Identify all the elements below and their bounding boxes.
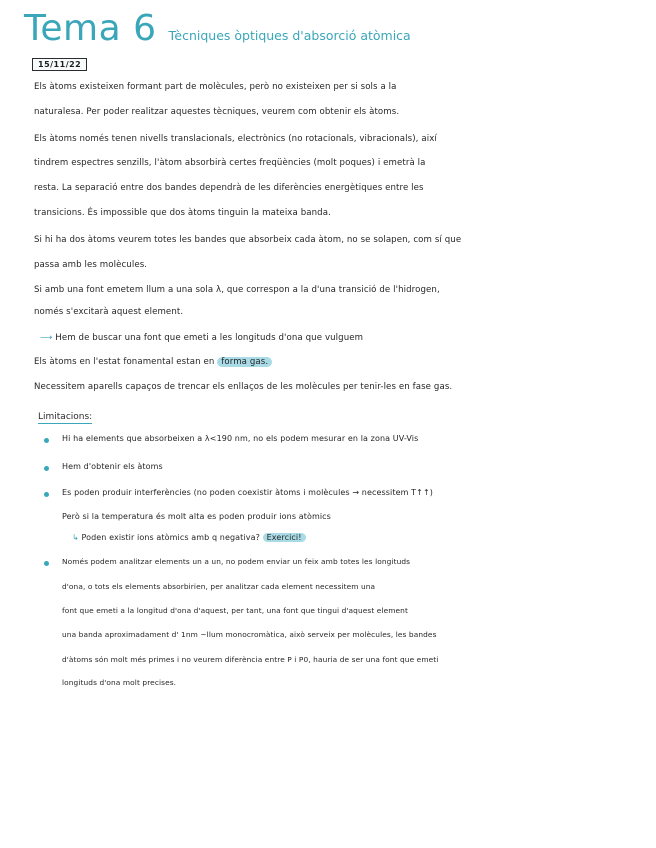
text-line: naturalesa. Per poder realitzar aquestes tècniques, veurem com obtenir els àtoms.: [34, 107, 400, 117]
limitations-heading: Limitacions:: [38, 412, 93, 422]
date-badge: 15/11/22: [32, 58, 87, 71]
bullet-dot-icon: [44, 466, 49, 471]
page-subtitle: Tècniques òptiques d'absorció atòmica: [168, 28, 411, 43]
arrow-note: [40, 333, 630, 343]
limitation-item: Hi ha elements que absorbeixen a λ<190 nm, no els podem mesurar en la zona UV-Vis: [62, 434, 419, 443]
text-line: resta. La separació entre dos bandes dependrà de les diferències energètiques entre les: [34, 183, 424, 193]
text-line: Els àtoms existeixen formant part de molècules, però no existeixen per si sols a la: [34, 82, 397, 92]
highlight-exercici: Exercici!: [263, 533, 306, 542]
limitation-item-line: una banda aproximadament d' 1nm ~llum monocromàtica, això serveix per molècules, les bandes: [62, 630, 437, 639]
text-line: Si hi ha dos àtoms veurem totes les bandes que absorbeix cada àtom, no se solapen, com sí que: [34, 235, 462, 245]
highlight-forma-gas: forma gas.: [217, 357, 272, 367]
limitation-item: Es poden produir interferències (no poden coexistir àtoms i molècules → necessitem T↑↑): [62, 488, 433, 497]
hook-arrow-icon: ↳: [72, 533, 79, 542]
limitation-item: Hem d'obtenir els àtoms: [62, 462, 163, 471]
arrow-right-icon: ⟶: [40, 333, 53, 343]
page-title: Tema 6: [24, 8, 157, 49]
limitation-item-line: longituds d'ona molt precises.: [62, 678, 177, 687]
text-line: tindrem espectres senzills, l'àtom absorbirà certes freqüències (molt poques) i emetrà la: [34, 158, 426, 168]
bullet-dot-icon: [44, 438, 49, 443]
limitation-subitem: [72, 533, 656, 542]
text-line: passa amb les molècules.: [34, 260, 148, 270]
text-line: Si amb una font emetem llum a una sola λ, que correspon a la d'una transició de l'hidrogen,: [34, 285, 440, 295]
bullet-dot-icon: [44, 492, 49, 497]
text-line: transicions. És impossible que dos àtoms tinguin la mateixa banda.: [34, 208, 331, 218]
text-line: [34, 357, 624, 367]
question-text: Poden existir ions atòmics amb q negativa?: [81, 533, 260, 542]
limitation-item-line: d'ona, o tots els elements absorbirien, per analitzar cada element necessitem una: [62, 582, 376, 591]
title-row: [24, 8, 411, 49]
arrow-note-text: Hem de buscar una font que emeti a les longituds d'ona que vulguem: [55, 333, 364, 343]
limitation-subitem: Però si la temperatura és molt alta es poden produir ions atòmics: [62, 512, 331, 521]
limitation-item: Només podem analitzar elements un a un, no podem enviar un feix amb totes les longituds: [62, 557, 411, 566]
limitation-item-line: d'àtoms són molt més primes i no veurem diferència entre P i P0, hauria de ser una font que emeti: [62, 655, 439, 664]
text-line: només s'excitarà aquest element.: [34, 307, 184, 317]
ground-state-text: Els àtoms en l'estat fonamental estan en: [34, 357, 215, 367]
bullet-dot-icon: [44, 561, 49, 566]
text-line: Els àtoms només tenen nivells translacionals, electrònics (no rotacionals, vibracionals), així: [34, 134, 437, 144]
text-line: Necessitem aparells capaços de trencar els enllaços de les molècules per tenir-les en fase gas.: [34, 382, 453, 392]
limitation-item-line: font que emeti a la longitud d'ona d'aquest, per tant, una font que tingui d'aquest element: [62, 606, 408, 615]
